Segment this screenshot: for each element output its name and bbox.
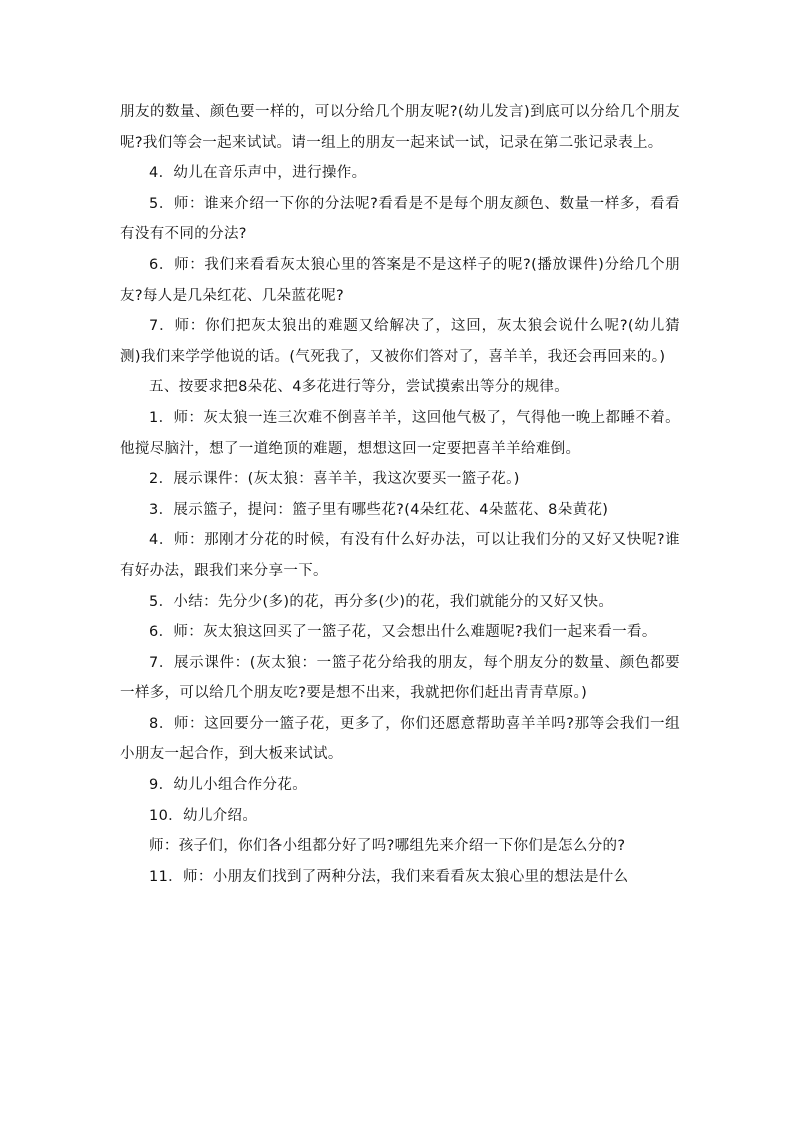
paragraph-section5-step-1: 1．师：灰太狼一连三次难不倒喜羊羊，这回他气极了，气得他一晚上都睡不着。他搅尽脑汁，想了一道绝顶的难题，想想这回一定要把喜羊羊给难倒。: [120, 409, 680, 457]
paragraph-section5-step-2: 2．展示课件：(灰太狼：喜羊羊，我这次要买一篮子花。): [149, 471, 520, 488]
paragraph-step-4-operate: 4．幼儿在音乐声中，进行操作。: [149, 165, 367, 182]
document-body: [120, 97, 680, 892]
paragraph-section5-step-7: 7．展示课件：(灰太狼：一篮子花分给我的朋友，每个朋友分的数量、颜色都要一样多，可以给几个朋友吃?要是想不出来，我就把你们赶出青青草原。): [120, 654, 680, 702]
paragraph-section5-step-6: 6．师：灰太狼这回买了一篮子花，又会想出什么难题呢?我们一起来看一看。: [149, 624, 657, 641]
paragraph-section5-step-4: 4．师：那刚才分花的时候，有没有什么好办法，可以让我们分的又好又快呢?谁有好办法，跟我们来分享一下。: [120, 532, 680, 579]
paragraph-section5-step-9: 9．幼儿小组合作分花。: [149, 777, 308, 794]
paragraph-section5-step-11: 11．师：小朋友们找到了两种分法，我们来看看灰太狼心里的想法是什么: [149, 868, 629, 885]
paragraph-continuation: 朋友的数量、颜色要一样的，可以分给几个朋友呢?(幼儿发言)到底可以分给几个朋友呢?我们等会一起来试试。请一组上的朋友一起来试一试，记录在第二张记录表上。: [120, 104, 680, 151]
paragraph-section5-step-10: 10．幼儿介绍。: [149, 807, 258, 824]
paragraph-step-5-introduce: 5．师：谁来介绍一下你的分法呢?看看是不是每个朋友颜色、数量一样多，看看有没有不同的分法?: [120, 195, 680, 243]
paragraph-step-7-wolf-says: 7．师：你们把灰太狼出的难题又给解决了，这回，灰太狼会说什么呢?(幼儿猜测)我们来学学他说的话。(气死我了，又被你们答对了，喜羊羊，我还会再回来的。): [120, 318, 680, 365]
paragraph-section5-step-8: 8．师：这回要分一篮子花，更多了，你们还愿意帮助喜羊羊吗?那等会我们一组小朋友一起合作，到大板来试试。: [120, 715, 680, 763]
paragraph-teacher-question: 师：孩子们，你们各小组都分好了吗?哪组先来介绍一下你们是怎么分的?: [149, 838, 626, 855]
paragraph-section5-step-3: 3．展示篮子，提问：篮子里有哪些花?(4朵红花、4朵蓝花、8朵黄花): [149, 501, 609, 518]
section-heading-five: 五、按要求把8朵花、4多花进行等分，尝试摸索出等分的规律。: [149, 379, 570, 396]
paragraph-step-6-answer: 6．师：我们来看看灰太狼心里的答案是不是这样子的呢?(播放课件)分给几个朋友?每人是几朵红花、几朵蓝花呢?: [120, 256, 680, 304]
paragraph-section5-step-5: 5．小结：先分少(多)的花，再分多(少)的花，我们就能分的又好又快。: [149, 593, 614, 610]
